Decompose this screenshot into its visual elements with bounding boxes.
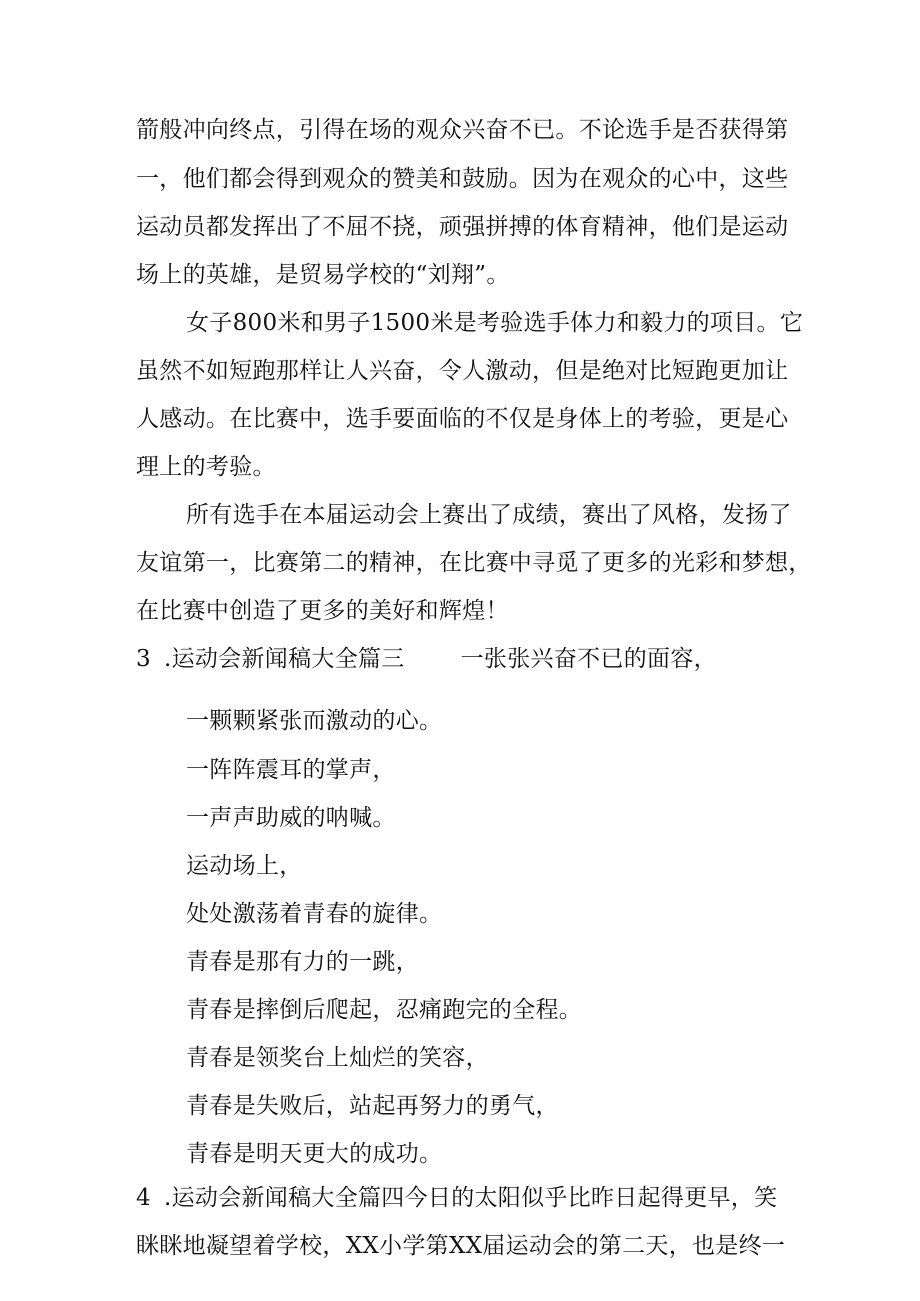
poem-line: 一声声助威的呐喊。 — [186, 805, 396, 831]
poem-line: 青春是明天更大的成功。 — [186, 1141, 443, 1167]
paragraph-line: 在比赛中创造了更多的美好和辉煌！ — [136, 598, 509, 624]
poem-line: 一阵阵震耳的掌声， — [186, 757, 396, 783]
paragraph-line: 一，他们都会得到观众的赞美和鼓励。因为在观众的心中，这些 — [136, 166, 789, 192]
paragraph-line: 女子800米和男子1500米是考验选手体力和毅力的项目。它 — [186, 310, 804, 336]
poem-line: 青春是失败后，站起再努力的勇气， — [186, 1093, 559, 1119]
paragraph-line: 眯眯地凝望着学校，XX小学第XX届运动会的第二天，也是终一 — [136, 1233, 786, 1259]
paragraph-line: 运动员都发挥出了不屈不挠，顽强拼搏的体育精神，他们是运动 — [136, 214, 789, 240]
poem-line: 青春是摔倒后爬起，忍痛跑完的全程。 — [186, 997, 583, 1023]
poem-line: 青春是领奖台上灿烂的笑容， — [186, 1045, 489, 1071]
poem-line: 运动场上， — [186, 853, 303, 879]
poem-line: 一颗颗紧张而激动的心。 — [186, 708, 443, 734]
paragraph-line: 所有选手在本届运动会上赛出了成绩，赛出了风格，发扬了 — [186, 502, 792, 528]
paragraph-line: 友谊第一，比赛第二的精神，在比赛中寻觅了更多的光彩和梦想， — [136, 550, 812, 576]
paragraph-line: 理上的考验。 — [136, 454, 276, 480]
section-number: 4 — [136, 1185, 151, 1211]
poem-line: 青春是那有力的一跳， — [186, 949, 419, 975]
poem-line: 处处激荡着青春的旋律。 — [186, 901, 443, 927]
section-heading-4 — [136, 1183, 786, 1213]
section-text: .运动会新闻稿大全篇四今日的太阳似乎比昨日起得更早，笑 — [164, 1185, 778, 1211]
paragraph-line: 箭般冲向终点，引得在场的观众兴奋不已。不论选手是否获得第 — [136, 117, 789, 143]
poem-first-line: 一张张兴奋不已的面容， — [460, 646, 717, 672]
paragraph-line: 虽然不如短跑那样让人兴奋，令人激动，但是绝对比短跑更加让 — [136, 358, 789, 384]
paragraph-line: 场上的英雄，是贸易学校的“刘翔”。 — [136, 262, 510, 288]
section-number: 3 — [136, 646, 151, 672]
section-title: .运动会新闻稿大全篇三 — [164, 646, 405, 672]
section-heading-3 — [136, 644, 786, 674]
paragraph-line: 人感动。在比赛中，选手要面临的不仅是身体上的考验，更是心 — [136, 406, 789, 432]
